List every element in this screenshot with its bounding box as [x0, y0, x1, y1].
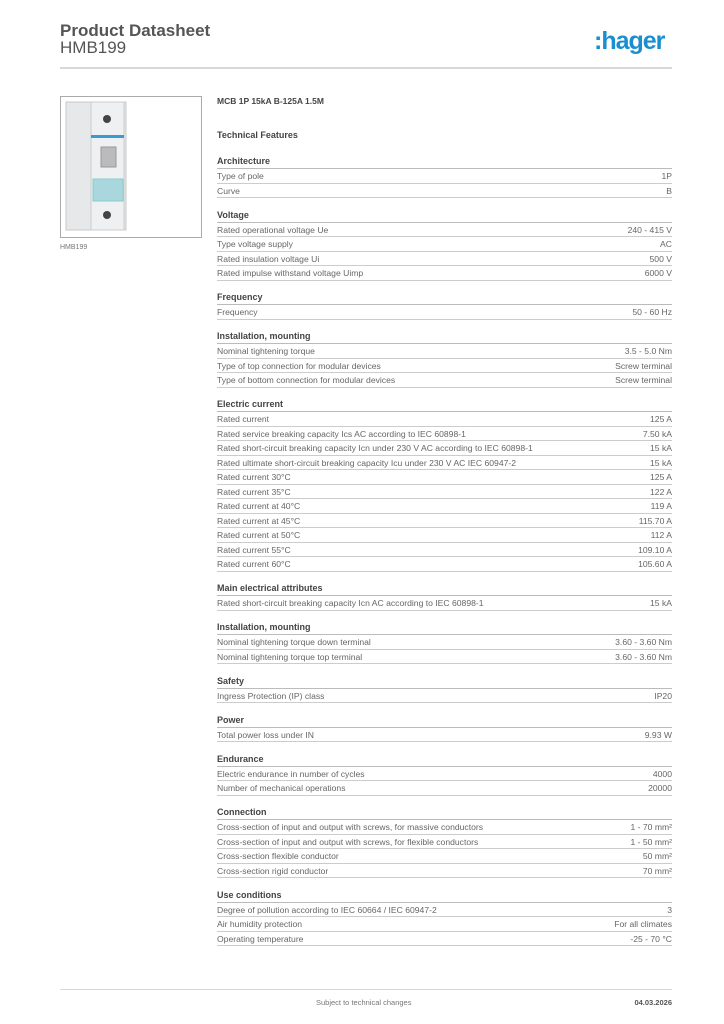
- spec-label: Ingress Protection (IP) class: [217, 690, 325, 701]
- footer-note: Subject to technical changes: [316, 998, 412, 1007]
- spec-row: [217, 441, 672, 456]
- spec-label: Nominal tightening torque: [217, 346, 315, 356]
- section-title: Power: [217, 713, 672, 728]
- spec-value: B: [666, 185, 672, 196]
- spec-row: [217, 184, 672, 199]
- spec-label: Rated current 30°C: [217, 472, 291, 482]
- spec-row: [217, 305, 672, 320]
- spec-value: 15 kA: [650, 443, 672, 453]
- spec-row: [217, 781, 672, 796]
- page-title: Product Datasheet: [60, 21, 211, 40]
- spec-row: [217, 528, 672, 543]
- spec-label: Type voltage supply: [217, 239, 293, 249]
- spec-row: [217, 514, 672, 529]
- product-name: MCB 1P 15kA B-125A 1.5M: [217, 96, 324, 106]
- spec-label: Rated current 60°C: [217, 559, 291, 569]
- spec-row: [217, 499, 672, 514]
- spec-label: Air humidity protection: [217, 919, 303, 929]
- spec-row: [217, 557, 672, 572]
- spec-row: [217, 917, 672, 932]
- spec-label: Rated current: [217, 414, 270, 424]
- spec-row: [217, 169, 672, 184]
- spec-label: Type of bottom connection for modular devices: [217, 375, 396, 385]
- spec-label: Rated short-circuit breaking capacity Icn under 230 V AC according to IEC 60898-1: [217, 443, 533, 453]
- spec-value: 112 A: [650, 530, 672, 540]
- spec-label: Curve: [217, 185, 240, 196]
- spec-row: [217, 412, 672, 427]
- section-title: Connection: [217, 805, 672, 820]
- spec-value: 1 - 50 mm²: [630, 836, 672, 847]
- spec-row: [217, 835, 672, 850]
- section-title: Endurance: [217, 752, 672, 767]
- spec-row: [217, 456, 672, 471]
- spec-label: Rated insulation voltage Ui: [217, 253, 320, 264]
- spec-value: 122 A: [650, 486, 672, 497]
- spec-row: [217, 689, 672, 704]
- spec-value: 7.50 kA: [642, 428, 672, 439]
- section-title: Electric current: [217, 397, 672, 412]
- section-title: Installation, mounting: [217, 620, 672, 635]
- spec-label: Cross-section of input and output with screws, for flexible conductors: [217, 836, 479, 847]
- spec-label: Rated short-circuit breaking capacity Icn AC according to IEC 60898-1: [217, 598, 484, 608]
- spec-row: [217, 596, 672, 611]
- image-caption: HMB199: [60, 244, 88, 251]
- spec-section: [217, 752, 672, 796]
- spec-section: [217, 713, 672, 743]
- spec-label: Rated operational voltage Ue: [217, 224, 329, 235]
- spec-row: [217, 903, 672, 918]
- spec-row: [217, 359, 672, 374]
- spec-value: 119 A: [650, 501, 672, 511]
- spec-label: Number of mechanical operations: [217, 783, 346, 793]
- spec-value: 240 - 415 V: [627, 224, 672, 235]
- spec-label: Rated current 55°C: [217, 544, 291, 555]
- product-code: HMB199: [60, 38, 127, 57]
- spec-row: [217, 470, 672, 485]
- spec-row: [217, 266, 672, 281]
- spec-label: Nominal tightening torque top terminal: [217, 651, 363, 662]
- section-title: Voltage: [217, 208, 672, 223]
- spec-section: [217, 620, 672, 664]
- spec-value: 109.10 A: [638, 544, 672, 555]
- spec-table: [217, 154, 672, 956]
- spec-value: 6000 V: [644, 268, 672, 278]
- spec-row: [217, 344, 672, 359]
- spec-label: Total power loss under IN: [217, 729, 314, 740]
- spec-section: [217, 290, 672, 320]
- spec-row: [217, 864, 672, 879]
- spec-section: [217, 208, 672, 281]
- spec-value: 50 - 60 Hz: [632, 307, 672, 317]
- spec-value: 20000: [648, 783, 672, 793]
- spec-value: -25 - 70 °C: [630, 933, 672, 944]
- spec-value: 125 A: [650, 472, 672, 482]
- spec-row: [217, 543, 672, 558]
- spec-row: [217, 427, 672, 442]
- spec-value: 3.60 - 3.60 Nm: [615, 651, 672, 662]
- spec-label: Operating temperature: [217, 933, 304, 944]
- spec-label: Rated current at 45°C: [217, 515, 301, 526]
- spec-value: 3: [667, 904, 672, 915]
- spec-row: [217, 485, 672, 500]
- section-title: Use conditions: [217, 888, 672, 903]
- spec-value: 105.60 A: [638, 559, 672, 569]
- spec-value: IP20: [654, 690, 672, 701]
- spec-value: 3.5 - 5.0 Nm: [624, 346, 672, 356]
- spec-label: Frequency: [217, 307, 258, 317]
- spec-row: [217, 650, 672, 665]
- spec-label: Type of pole: [217, 171, 264, 181]
- spec-label: Type of top connection for modular devices: [217, 360, 381, 371]
- spec-label: Cross-section flexible conductor: [217, 851, 339, 861]
- spec-label: Cross-section rigid conductor: [217, 865, 329, 876]
- spec-label: Rated current 35°C: [217, 486, 291, 497]
- spec-label: Rated service breaking capacity Ics AC according to IEC 60898-1: [217, 428, 466, 439]
- spec-row: [217, 767, 672, 782]
- spec-value: Screw terminal: [615, 375, 672, 385]
- spec-value: 1P: [661, 171, 672, 181]
- hager-logo: :hager: [594, 27, 665, 55]
- spec-value: 50 mm²: [642, 851, 672, 861]
- spec-section: [217, 329, 672, 388]
- spec-value: 15 kA: [650, 457, 672, 468]
- spec-label: Degree of pollution according to IEC 60664 / IEC 60947-2: [217, 904, 437, 915]
- spec-section: [217, 581, 672, 611]
- technical-features-heading: Technical Features: [217, 130, 298, 140]
- spec-value: 1 - 70 mm²: [630, 822, 672, 832]
- footer-divider: [60, 989, 672, 990]
- spec-section: [217, 888, 672, 947]
- spec-section: [217, 805, 672, 878]
- spec-row: [217, 728, 672, 743]
- spec-value: For all climates: [614, 919, 672, 929]
- section-title: Frequency: [217, 290, 672, 305]
- spec-row: [217, 932, 672, 947]
- section-title: Main electrical attributes: [217, 581, 672, 596]
- spec-value: 3.60 - 3.60 Nm: [615, 637, 672, 647]
- header-divider: [60, 67, 672, 69]
- spec-row: [217, 849, 672, 864]
- spec-value: AC: [660, 239, 672, 249]
- section-title: Installation, mounting: [217, 329, 672, 344]
- footer-date: 04.03.2026: [634, 998, 672, 1007]
- spec-label: Rated impulse withstand voltage Uimp: [217, 268, 364, 278]
- circuit-breaker-icon: [61, 97, 201, 237]
- spec-value: 9.93 W: [644, 729, 672, 740]
- spec-row: [217, 635, 672, 650]
- spec-label: Cross-section of input and output with screws, for massive conductors: [217, 822, 484, 832]
- spec-row: [217, 820, 672, 835]
- section-title: Architecture: [217, 154, 672, 169]
- spec-value: 115.70 A: [638, 515, 672, 526]
- section-title: Safety: [217, 674, 672, 689]
- spec-label: Rated ultimate short-circuit breaking capacity Icu under 230 V AC IEC 60947-2: [217, 457, 517, 468]
- spec-value: 4000: [652, 768, 672, 779]
- spec-value: 125 A: [650, 414, 672, 424]
- spec-value: Screw terminal: [615, 360, 672, 371]
- spec-section: [217, 674, 672, 704]
- spec-row: [217, 223, 672, 238]
- spec-section: [217, 154, 672, 198]
- spec-label: Nominal tightening torque down terminal: [217, 637, 371, 647]
- spec-section: [217, 397, 672, 572]
- spec-row: [217, 373, 672, 388]
- spec-label: Electric endurance in number of cycles: [217, 768, 365, 779]
- spec-row: [217, 237, 672, 252]
- spec-label: Rated current at 40°C: [217, 501, 301, 511]
- spec-value: 70 mm²: [642, 865, 672, 876]
- spec-value: 15 kA: [650, 598, 672, 608]
- spec-label: Rated current at 50°C: [217, 530, 301, 540]
- spec-value: 500 V: [649, 253, 672, 264]
- spec-row: [217, 252, 672, 267]
- product-image: [60, 96, 202, 238]
